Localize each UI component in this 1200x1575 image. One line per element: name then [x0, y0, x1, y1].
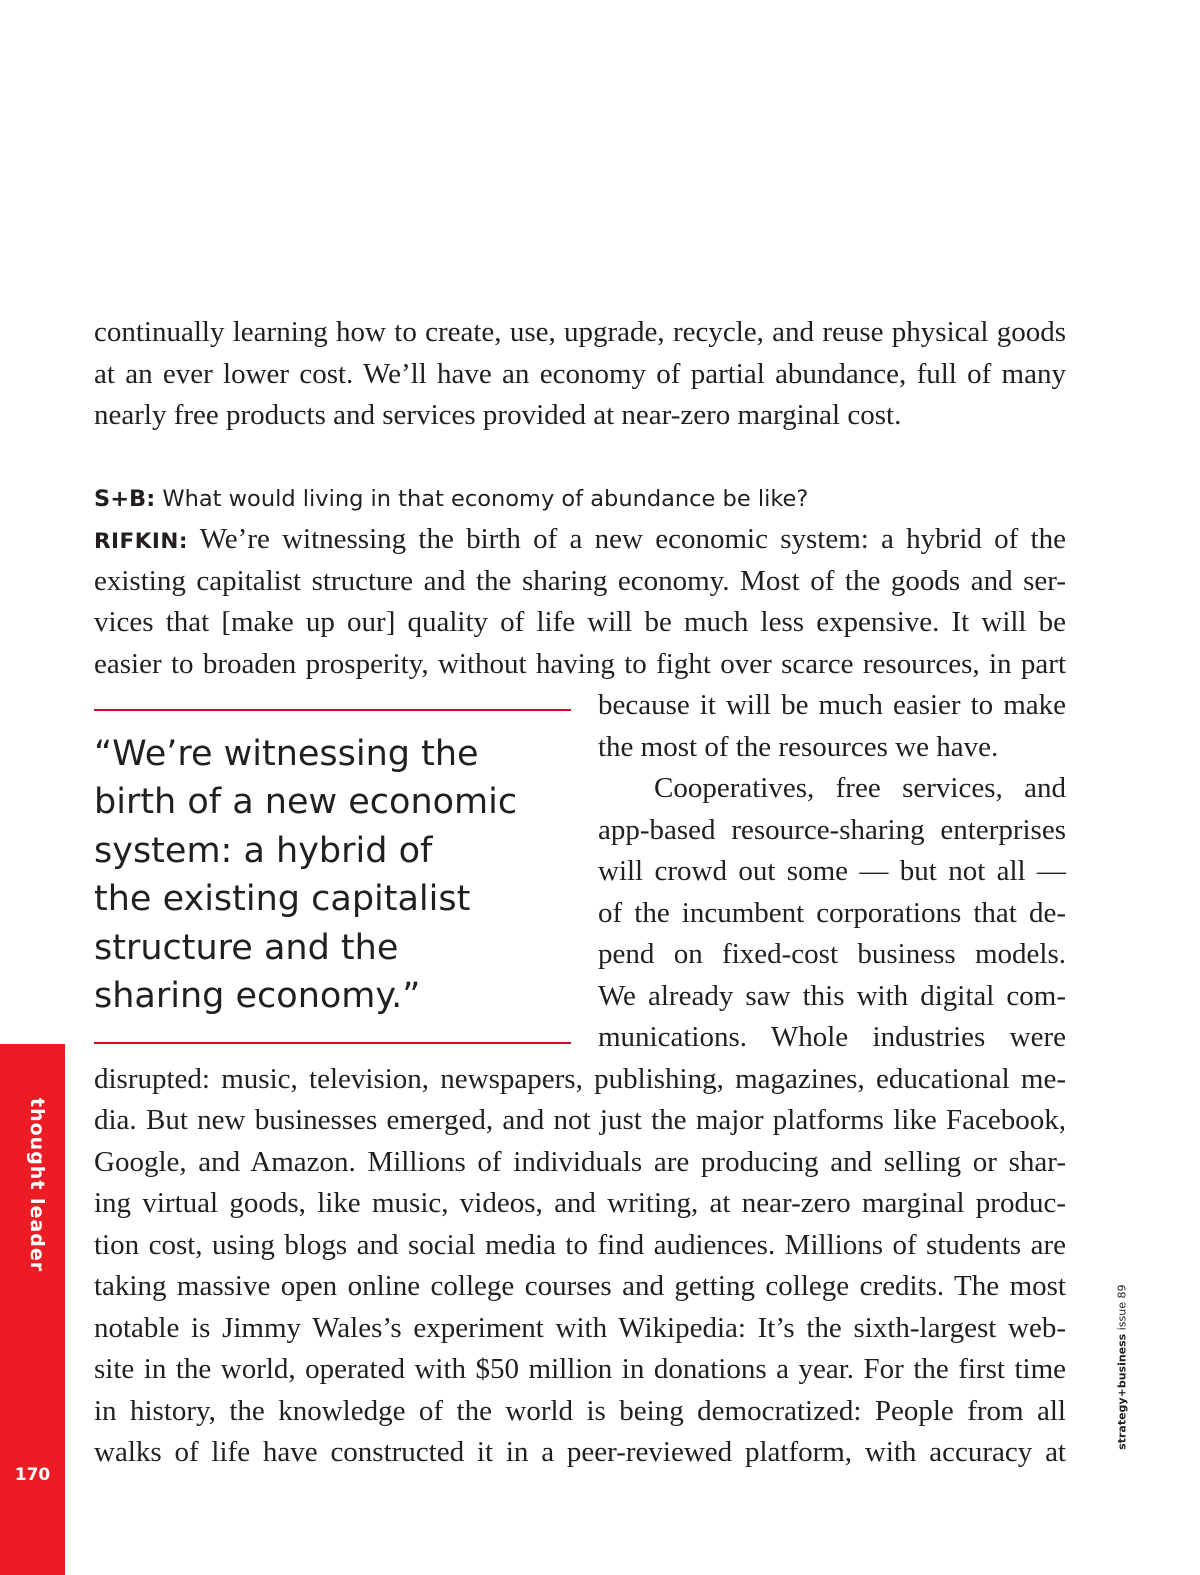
body-text-line: walks of life have constructed it in a peer-reviewed platform, with accuracy at [94, 1436, 1066, 1468]
body-text-line: Google, and Amazon. Millions of individuals are producing and selling or shar- [94, 1145, 1066, 1178]
body-text-line: site in the world, operated with $50 million in donations a year. For the first time [94, 1353, 1066, 1385]
body-text-line: pend on fixed-cost business models. [598, 938, 1066, 970]
body-text-line: notable is Jimmy Wales’s experiment with Wikipedia: It’s the sixth-largest web- [94, 1311, 1066, 1344]
answer-text: We’re witnessing the birth of a new economic system: a hybrid of the [199, 523, 1066, 555]
body-text-line: app-based resource-sharing enterprises [598, 813, 1066, 846]
body-text-line: nearly free products and services provided at near-zero marginal cost. [94, 399, 902, 431]
body-text-line: because it will be much easier to make [598, 689, 1066, 721]
body-text-line: the most of the resources we have. [598, 730, 999, 763]
running-footer [1096, 1284, 1136, 1468]
pullquote [94, 730, 564, 1020]
body-text-line: munications. Whole industries were [598, 1021, 1066, 1053]
body-text-line: vices that [make up our] quality of life will be much less expensive. It will be [94, 606, 1066, 638]
answer-first-line [94, 519, 1066, 563]
pullquote-line: “We’re witnessing the [94, 734, 479, 774]
body-text-line: at an ever lower cost. We’ll have an economy of partial abundance, full of many [94, 357, 1066, 390]
page-number: 170 [14, 1465, 51, 1485]
body-text-line: taking massive open online college courses and getting college credits. The most [94, 1270, 1066, 1302]
running-footer-text [1116, 1285, 1129, 1465]
pullquote-line: the existing capitalist [94, 879, 471, 920]
interview-question [94, 482, 808, 516]
body-text-line: disrupted: music, television, newspapers, publishing, magazines, educational me- [94, 1062, 1066, 1095]
body-text-line: dia. But new businesses emerged, and not just the major platforms like Facebook, [94, 1104, 1066, 1136]
section-label: thought leader [26, 1098, 48, 1273]
body-text-line: of the incumbent corporations that de- [598, 896, 1066, 929]
body-text-line: existing capitalist structure and the sharing economy. Most of the goods and ser- [94, 564, 1066, 597]
body-text-line: continually learning how to create, use, upgrade, recycle, and reuse physical goods [94, 316, 1066, 348]
body-text-line: in history, the knowledge of the world is being democratized: People from all [94, 1394, 1066, 1427]
question-label: S+B: [94, 486, 156, 512]
answer-speaker-label: RIFKIN: [94, 529, 188, 554]
body-text-line: We already saw this with digital com- [598, 979, 1066, 1012]
pullquote-bottom-rule [94, 1042, 571, 1044]
body-text-line: ing virtual goods, like music, videos, and writing, at near-zero marginal produc- [94, 1187, 1066, 1219]
body-text-line: Cooperatives, free services, and [654, 772, 1066, 804]
issue-number: issue 89 [1115, 1284, 1129, 1331]
pullquote-line: structure and the [94, 927, 399, 968]
body-text-line: easier to broaden prosperity, without having to fight over scarce resources, in part [94, 647, 1066, 680]
pullquote-line: system: a hybrid of [94, 830, 433, 871]
pullquote-line: birth of a new economic [94, 782, 518, 823]
body-text-line: will crowd out some — but not all — [598, 855, 1066, 887]
pullquote-top-rule [94, 709, 571, 711]
question-text: What would living in that economy of abundance be like? [162, 486, 809, 512]
body-text-line: tion cost, using blogs and social media to find audiences. Millions of students are [94, 1228, 1066, 1261]
pullquote-line: sharing economy.” [94, 976, 421, 1017]
publication-name: strategy+business [1115, 1333, 1129, 1450]
